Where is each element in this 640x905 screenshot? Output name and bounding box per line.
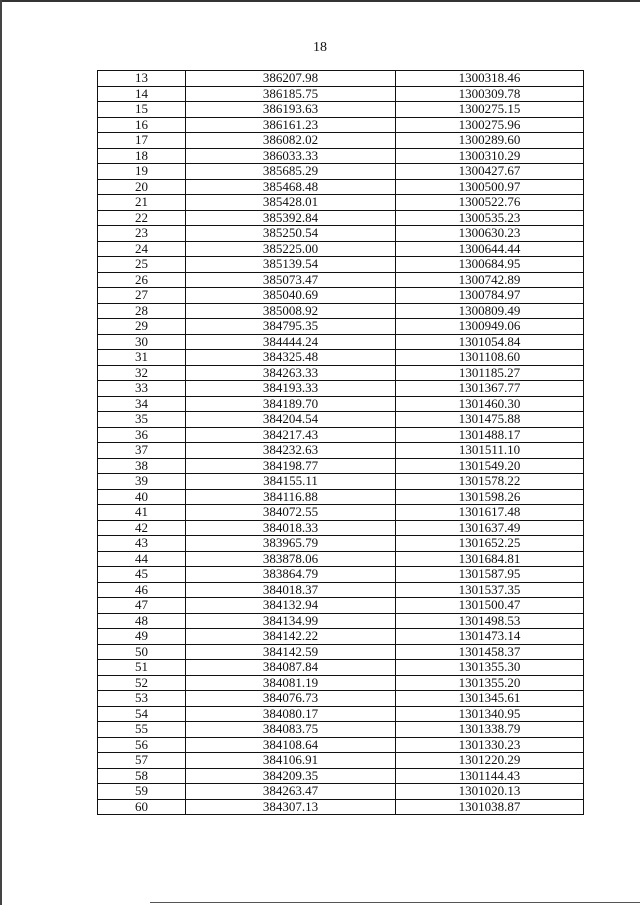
table-row [98, 195, 584, 211]
y-coordinate-cell: 1300742.89 [396, 272, 584, 288]
y-coordinate-cell: 1300630.23 [396, 226, 584, 242]
point-number-cell: 48 [98, 613, 186, 629]
point-number-cell: 55 [98, 722, 186, 738]
y-coordinate-cell: 1301458.37 [396, 644, 584, 660]
table-row [98, 179, 584, 195]
y-coordinate-cell: 1301473.14 [396, 629, 584, 645]
scan-edge-bottom [150, 902, 640, 903]
point-number-cell: 13 [98, 71, 186, 87]
table-row [98, 722, 584, 738]
x-coordinate-cell: 385139.54 [186, 257, 396, 273]
x-coordinate-cell: 384307.13 [186, 799, 396, 815]
point-number-cell: 34 [98, 396, 186, 412]
point-number-cell: 23 [98, 226, 186, 242]
table-row [98, 474, 584, 490]
table-row [98, 71, 584, 87]
point-number-cell: 30 [98, 334, 186, 350]
point-number-cell: 37 [98, 443, 186, 459]
table-row [98, 443, 584, 459]
table-row [98, 148, 584, 164]
x-coordinate-cell: 384018.37 [186, 582, 396, 598]
table-row [98, 117, 584, 133]
point-number-cell: 31 [98, 350, 186, 366]
point-number-cell: 40 [98, 489, 186, 505]
point-number-cell: 47 [98, 598, 186, 614]
point-number-cell: 27 [98, 288, 186, 304]
y-coordinate-cell: 1301020.13 [396, 784, 584, 800]
x-coordinate-cell: 384193.33 [186, 381, 396, 397]
point-number-cell: 49 [98, 629, 186, 645]
y-coordinate-cell: 1301330.23 [396, 737, 584, 753]
y-coordinate-cell: 1301144.43 [396, 768, 584, 784]
table-row [98, 753, 584, 769]
y-coordinate-cell: 1301185.27 [396, 365, 584, 381]
y-coordinate-cell: 1301220.29 [396, 753, 584, 769]
x-coordinate-cell: 384198.77 [186, 458, 396, 474]
y-coordinate-cell: 1300427.67 [396, 164, 584, 180]
x-coordinate-cell: 384142.22 [186, 629, 396, 645]
table-row [98, 768, 584, 784]
point-number-cell: 20 [98, 179, 186, 195]
x-coordinate-cell: 386161.23 [186, 117, 396, 133]
x-coordinate-cell: 384108.64 [186, 737, 396, 753]
x-coordinate-cell: 384232.63 [186, 443, 396, 459]
point-number-cell: 21 [98, 195, 186, 211]
x-coordinate-cell: 385008.92 [186, 303, 396, 319]
point-number-cell: 59 [98, 784, 186, 800]
y-coordinate-cell: 1301537.35 [396, 582, 584, 598]
x-coordinate-cell: 386185.75 [186, 86, 396, 102]
table-row [98, 226, 584, 242]
point-number-cell: 41 [98, 505, 186, 521]
point-number-cell: 52 [98, 675, 186, 691]
y-coordinate-cell: 1301355.30 [396, 660, 584, 676]
point-number-cell: 58 [98, 768, 186, 784]
x-coordinate-cell: 384325.48 [186, 350, 396, 366]
point-number-cell: 25 [98, 257, 186, 273]
y-coordinate-cell: 1301488.17 [396, 427, 584, 443]
point-number-cell: 26 [98, 272, 186, 288]
point-number-cell: 28 [98, 303, 186, 319]
table-row [98, 567, 584, 583]
point-number-cell: 45 [98, 567, 186, 583]
table-row [98, 396, 584, 412]
table-row [98, 551, 584, 567]
table-row [98, 598, 584, 614]
y-coordinate-cell: 1300318.46 [396, 71, 584, 87]
point-number-cell: 56 [98, 737, 186, 753]
table-row [98, 582, 584, 598]
point-number-cell: 60 [98, 799, 186, 815]
x-coordinate-cell: 384444.24 [186, 334, 396, 350]
table-row [98, 365, 584, 381]
x-coordinate-cell: 385040.69 [186, 288, 396, 304]
y-coordinate-cell: 1301578.22 [396, 474, 584, 490]
page-number: 18 [313, 40, 327, 55]
y-coordinate-cell: 1300309.78 [396, 86, 584, 102]
y-coordinate-cell: 1301598.26 [396, 489, 584, 505]
x-coordinate-cell: 384155.11 [186, 474, 396, 490]
y-coordinate-cell: 1300275.15 [396, 102, 584, 118]
x-coordinate-cell: 384072.55 [186, 505, 396, 521]
scan-edge-left [0, 0, 2, 905]
x-coordinate-cell: 384080.17 [186, 706, 396, 722]
table-row [98, 412, 584, 428]
x-coordinate-cell: 384209.35 [186, 768, 396, 784]
y-coordinate-cell: 1300275.96 [396, 117, 584, 133]
x-coordinate-cell: 384142.59 [186, 644, 396, 660]
y-coordinate-cell: 1301054.84 [396, 334, 584, 350]
x-coordinate-cell: 386082.02 [186, 133, 396, 149]
table-row [98, 319, 584, 335]
table-row [98, 427, 584, 443]
point-number-cell: 33 [98, 381, 186, 397]
table-row [98, 241, 584, 257]
x-coordinate-cell: 385392.84 [186, 210, 396, 226]
point-number-cell: 18 [98, 148, 186, 164]
table-row [98, 86, 584, 102]
table-row [98, 520, 584, 536]
y-coordinate-cell: 1301652.25 [396, 536, 584, 552]
table-row [98, 644, 584, 660]
y-coordinate-cell: 1301511.10 [396, 443, 584, 459]
y-coordinate-cell: 1301345.61 [396, 691, 584, 707]
point-number-cell: 43 [98, 536, 186, 552]
point-number-cell: 16 [98, 117, 186, 133]
table-row [98, 784, 584, 800]
table-row [98, 536, 584, 552]
x-coordinate-cell: 384204.54 [186, 412, 396, 428]
y-coordinate-cell: 1301038.87 [396, 799, 584, 815]
point-number-cell: 53 [98, 691, 186, 707]
coordinates-table [97, 70, 584, 815]
point-number-cell: 44 [98, 551, 186, 567]
y-coordinate-cell: 1301355.20 [396, 675, 584, 691]
table-row [98, 350, 584, 366]
table-row [98, 660, 584, 676]
x-coordinate-cell: 386207.98 [186, 71, 396, 87]
point-number-cell: 39 [98, 474, 186, 490]
y-coordinate-cell: 1300949.06 [396, 319, 584, 335]
table-row [98, 272, 584, 288]
y-coordinate-cell: 1301500.47 [396, 598, 584, 614]
point-number-cell: 32 [98, 365, 186, 381]
x-coordinate-cell: 384018.33 [186, 520, 396, 536]
point-number-cell: 57 [98, 753, 186, 769]
x-coordinate-cell: 384116.88 [186, 489, 396, 505]
x-coordinate-cell: 383864.79 [186, 567, 396, 583]
y-coordinate-cell: 1301637.49 [396, 520, 584, 536]
table-row [98, 164, 584, 180]
point-number-cell: 24 [98, 241, 186, 257]
y-coordinate-cell: 1300784.97 [396, 288, 584, 304]
scan-edge-top [0, 0, 640, 2]
x-coordinate-cell: 384134.99 [186, 613, 396, 629]
y-coordinate-cell: 1300684.95 [396, 257, 584, 273]
point-number-cell: 17 [98, 133, 186, 149]
y-coordinate-cell: 1300535.23 [396, 210, 584, 226]
x-coordinate-cell: 385225.00 [186, 241, 396, 257]
point-number-cell: 19 [98, 164, 186, 180]
y-coordinate-cell: 1300500.97 [396, 179, 584, 195]
y-coordinate-cell: 1301587.95 [396, 567, 584, 583]
point-number-cell: 29 [98, 319, 186, 335]
y-coordinate-cell: 1300809.49 [396, 303, 584, 319]
y-coordinate-cell: 1300310.29 [396, 148, 584, 164]
x-coordinate-cell: 384106.91 [186, 753, 396, 769]
table-row [98, 691, 584, 707]
table-row [98, 257, 584, 273]
table-row [98, 133, 584, 149]
table-row [98, 737, 584, 753]
y-coordinate-cell: 1300522.76 [396, 195, 584, 211]
y-coordinate-cell: 1301340.95 [396, 706, 584, 722]
table-row [98, 381, 584, 397]
y-coordinate-cell: 1301684.81 [396, 551, 584, 567]
y-coordinate-cell: 1301498.53 [396, 613, 584, 629]
y-coordinate-cell: 1301338.79 [396, 722, 584, 738]
point-number-cell: 46 [98, 582, 186, 598]
x-coordinate-cell: 384081.19 [186, 675, 396, 691]
table-row [98, 210, 584, 226]
x-coordinate-cell: 385685.29 [186, 164, 396, 180]
y-coordinate-cell: 1301475.88 [396, 412, 584, 428]
point-number-cell: 35 [98, 412, 186, 428]
y-coordinate-cell: 1301460.30 [396, 396, 584, 412]
table-row [98, 629, 584, 645]
table-row [98, 489, 584, 505]
x-coordinate-cell: 384087.84 [186, 660, 396, 676]
y-coordinate-cell: 1301549.20 [396, 458, 584, 474]
x-coordinate-cell: 384189.70 [186, 396, 396, 412]
x-coordinate-cell: 386033.33 [186, 148, 396, 164]
x-coordinate-cell: 385073.47 [186, 272, 396, 288]
point-number-cell: 14 [98, 86, 186, 102]
point-number-cell: 15 [98, 102, 186, 118]
y-coordinate-cell: 1301367.77 [396, 381, 584, 397]
table-row [98, 303, 584, 319]
point-number-cell: 38 [98, 458, 186, 474]
table-row [98, 505, 584, 521]
x-coordinate-cell: 384132.94 [186, 598, 396, 614]
x-coordinate-cell: 386193.63 [186, 102, 396, 118]
x-coordinate-cell: 384263.33 [186, 365, 396, 381]
y-coordinate-cell: 1301617.48 [396, 505, 584, 521]
table-row [98, 334, 584, 350]
x-coordinate-cell: 383878.06 [186, 551, 396, 567]
point-number-cell: 51 [98, 660, 186, 676]
table-row [98, 613, 584, 629]
table-row [98, 799, 584, 815]
table-row [98, 706, 584, 722]
table-row [98, 675, 584, 691]
coordinates-table-body [98, 71, 584, 815]
point-number-cell: 36 [98, 427, 186, 443]
x-coordinate-cell: 384795.35 [186, 319, 396, 335]
x-coordinate-cell: 384083.75 [186, 722, 396, 738]
x-coordinate-cell: 385468.48 [186, 179, 396, 195]
table-row [98, 102, 584, 118]
y-coordinate-cell: 1301108.60 [396, 350, 584, 366]
table-row [98, 458, 584, 474]
table-row [98, 288, 584, 304]
x-coordinate-cell: 385428.01 [186, 195, 396, 211]
x-coordinate-cell: 384076.73 [186, 691, 396, 707]
x-coordinate-cell: 383965.79 [186, 536, 396, 552]
point-number-cell: 22 [98, 210, 186, 226]
y-coordinate-cell: 1300289.60 [396, 133, 584, 149]
x-coordinate-cell: 384217.43 [186, 427, 396, 443]
x-coordinate-cell: 385250.54 [186, 226, 396, 242]
point-number-cell: 50 [98, 644, 186, 660]
x-coordinate-cell: 384263.47 [186, 784, 396, 800]
point-number-cell: 54 [98, 706, 186, 722]
y-coordinate-cell: 1300644.44 [396, 241, 584, 257]
point-number-cell: 42 [98, 520, 186, 536]
